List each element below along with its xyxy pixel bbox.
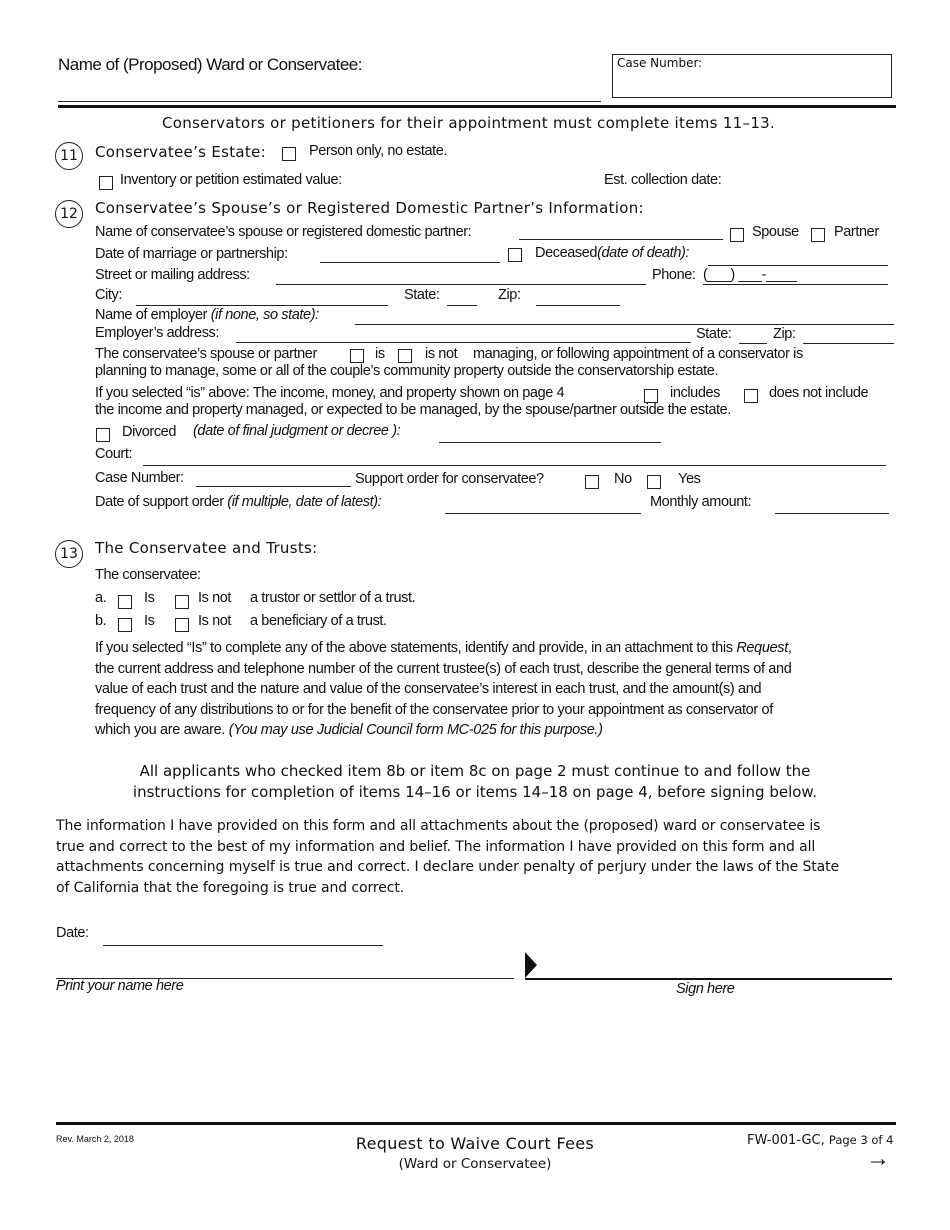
does-not-include-label: does not include <box>769 385 869 401</box>
trust-line-1 <box>95 638 895 659</box>
ward-name-label: Name of (Proposed) Ward or Conservatee: <box>58 55 362 74</box>
page-number: Page 3 of 4 <box>828 1133 894 1147</box>
partner-label: Partner <box>834 224 879 240</box>
deceased-label <box>535 245 689 261</box>
sign-arrow-icon <box>525 952 537 978</box>
form-id-text: FW-001-GC, <box>747 1133 825 1148</box>
street-field[interactable] <box>276 284 646 285</box>
item-11-number: 11 <box>55 142 83 170</box>
footer-rule <box>56 1122 896 1125</box>
managing-is-not-checkbox[interactable] <box>398 349 412 363</box>
signature-date-label: Date: <box>56 925 89 941</box>
instruction-text: Conservators or petitioners for their appointment must complete items 11–13. <box>162 114 776 132</box>
trust-line-5a: which you are aware. <box>95 722 229 738</box>
item-12-title: Conservatee’s Spouse’s or Registered Domestic Partner’s Information: <box>95 199 644 217</box>
partner-checkbox[interactable] <box>811 228 825 242</box>
beneficiary-is-checkbox[interactable] <box>118 618 132 632</box>
employer-zip-label: Zip: <box>773 326 796 342</box>
ward-name-field[interactable] <box>58 101 601 102</box>
trust-line-4: frequency of any distributions to or for the benefit of the conservatee prior to your appointment as conservator of <box>95 701 773 718</box>
city-label: City: <box>95 287 123 303</box>
marriage-date-label: Date of marriage or partnership: <box>95 246 288 262</box>
support-date-note: (if multiple, date of latest): <box>227 494 382 510</box>
zip-label: Zip: <box>498 287 521 303</box>
spouse-label: Spouse <box>752 224 799 240</box>
court-field[interactable] <box>143 465 886 466</box>
state-label: State: <box>404 287 440 303</box>
support-order-label: Support order for conservatee? <box>355 471 544 487</box>
header-rule <box>58 105 896 108</box>
spouse-checkbox[interactable] <box>730 228 744 242</box>
inventory-label: Inventory or petition estimated value: <box>120 172 342 188</box>
case-number-2-field[interactable] <box>196 486 351 487</box>
next-page-arrow-icon[interactable]: → <box>866 1145 890 1172</box>
trust-line-3: value of each trust and the nature and value of the conservatee’s interest in each trust, and the amount(s) and <box>95 681 762 697</box>
employer-address-field[interactable] <box>236 342 691 343</box>
declaration-line-4: of California that the foregoing is true and correct. <box>56 880 405 896</box>
declaration-line-2: true and correct to the best of my information and belief. The information I have provided on this form and all <box>56 839 816 855</box>
managing-is-not-label: is not <box>425 346 458 362</box>
support-date-label <box>95 494 381 510</box>
divorced-label: Divorced <box>122 424 177 440</box>
beneficiary-is-label: Is <box>144 613 155 629</box>
row-b-marker: b. <box>95 613 107 629</box>
notice-line-2: instructions for completion of items 14–16 or items 14–18 on page 4, before signing below. <box>132 783 818 801</box>
street-label: Street or mailing address: <box>95 267 250 283</box>
managing-is-checkbox[interactable] <box>350 349 364 363</box>
item-13-title: The Conservatee and Trusts: <box>95 539 318 557</box>
support-no-label: No <box>614 471 632 487</box>
deceased-text: Deceased <box>535 245 598 261</box>
divorced-date-field[interactable] <box>439 442 661 443</box>
support-yes-label: Yes <box>678 471 701 487</box>
support-no-checkbox[interactable] <box>585 475 599 489</box>
phone-label: Phone: <box>652 267 696 283</box>
monthly-amount-field[interactable] <box>775 513 889 514</box>
item-12-number: 12 <box>55 200 83 228</box>
deceased-checkbox[interactable] <box>508 248 522 262</box>
trust-line-1b: Request <box>736 640 788 656</box>
employer-address-label: Employer’s address: <box>95 325 220 341</box>
person-only-checkbox[interactable] <box>282 147 296 161</box>
trustor-is-checkbox[interactable] <box>118 595 132 609</box>
includes-label: includes <box>670 385 720 401</box>
conservatee-intro: The conservatee: <box>95 567 201 583</box>
support-date-text: Date of support order <box>95 494 224 510</box>
includes-checkbox[interactable] <box>644 389 658 403</box>
employer-name-text: Name of employer <box>95 307 208 323</box>
managing-is-label: is <box>375 346 385 362</box>
phone-field[interactable]: (___) ___-____ <box>703 267 797 283</box>
employer-zip-field[interactable] <box>803 343 894 344</box>
employer-name-label <box>95 307 319 323</box>
trustor-is-label: Is <box>144 590 155 606</box>
trust-line-1c: , <box>787 640 792 656</box>
sign-here-label: Sign here <box>676 981 735 997</box>
managing-text-a: The conservatee’s spouse or partner <box>95 346 317 362</box>
beneficiary-text: a beneficiary of a trust. <box>250 613 387 629</box>
monthly-amount-label: Monthly amount: <box>650 494 752 510</box>
case-number-2-label: Case Number: <box>95 470 184 486</box>
does-not-include-checkbox[interactable] <box>744 389 758 403</box>
trust-line-5 <box>95 720 895 741</box>
support-yes-checkbox[interactable] <box>647 475 661 489</box>
phone-underline <box>703 284 888 285</box>
employer-note: (if none, so state): <box>210 307 319 323</box>
trust-line-5b: (You may use Judicial Council form MC-025 for this purpose.) <box>228 722 603 738</box>
trustor-is-not-label: Is not <box>198 590 232 606</box>
trustor-text: a trustor or settlor of a trust. <box>250 590 416 606</box>
selected-text-b: the income and property managed, or expected to be managed, by the spouse/partner outside the estate. <box>95 402 731 418</box>
date-of-death-field[interactable] <box>708 265 888 266</box>
person-only-label: Person only, no estate. <box>309 143 448 159</box>
support-date-field[interactable] <box>445 513 641 514</box>
divorced-note: (date of final judgment or decree ): <box>193 423 401 439</box>
managing-text-b: managing, or following appointment of a conservator is <box>473 346 803 362</box>
trustor-is-not-checkbox[interactable] <box>175 595 189 609</box>
footer-subtitle: (Ward or Conservatee) <box>398 1156 552 1172</box>
trust-line-1a: If you selected “Is” to complete any of the above statements, identify and provide, in an attachment to this <box>95 640 737 656</box>
item-13-number: 13 <box>55 540 83 568</box>
beneficiary-is-not-checkbox[interactable] <box>175 618 189 632</box>
trust-instructions <box>95 638 895 741</box>
selected-text-a: If you selected “is” above: The income, money, and property shown on page 4 <box>95 385 565 401</box>
est-collection-label: Est. collection date: <box>604 172 722 188</box>
zip-field[interactable] <box>536 305 620 306</box>
marriage-date-field[interactable] <box>320 262 500 263</box>
notice-line-1: All applicants who checked item 8b or item 8c on page 2 must continue to and follow the <box>139 762 811 780</box>
court-label: Court: <box>95 446 133 462</box>
case-number-box[interactable] <box>612 54 892 98</box>
managing-text-c: planning to manage, some or all of the couple’s community property outside the conservatorship estate. <box>95 363 719 379</box>
spouse-name-label: Name of conservatee’s spouse or registered domestic partner: <box>95 224 472 240</box>
city-field[interactable] <box>136 305 388 306</box>
date-of-death-note: (date of death): <box>597 245 690 261</box>
divorced-checkbox[interactable] <box>96 428 110 442</box>
employer-state-label: State: <box>696 326 732 342</box>
employer-name-field[interactable] <box>355 324 894 325</box>
revision-date: Rev. March 2, 2018 <box>56 1134 134 1144</box>
trust-line-2: the current address and telephone number of the current trustee(s) of each trust, describe the general terms of and <box>95 660 792 677</box>
declaration-line-3: attachments concerning myself is true and correct. I declare under penalty of perjury under the laws of the State <box>56 859 840 875</box>
case-number-label: Case Number: <box>617 56 703 70</box>
signature-line[interactable] <box>525 978 892 980</box>
row-a-marker: a. <box>95 590 107 606</box>
item-11-title: Conservatee’s Estate: <box>95 143 266 161</box>
employer-state-field[interactable] <box>739 343 767 344</box>
state-field[interactable] <box>447 305 477 306</box>
print-name-label: Print your name here <box>56 978 184 994</box>
inventory-checkbox[interactable] <box>99 176 113 190</box>
signature-date-field[interactable] <box>103 945 383 946</box>
declaration-line-1: The information I have provided on this form and all attachments about the (proposed) ward or conservatee is <box>56 818 821 834</box>
footer-title: Request to Waive Court Fees <box>355 1134 595 1153</box>
spouse-name-field[interactable] <box>519 239 723 240</box>
beneficiary-is-not-label: Is not <box>198 613 232 629</box>
